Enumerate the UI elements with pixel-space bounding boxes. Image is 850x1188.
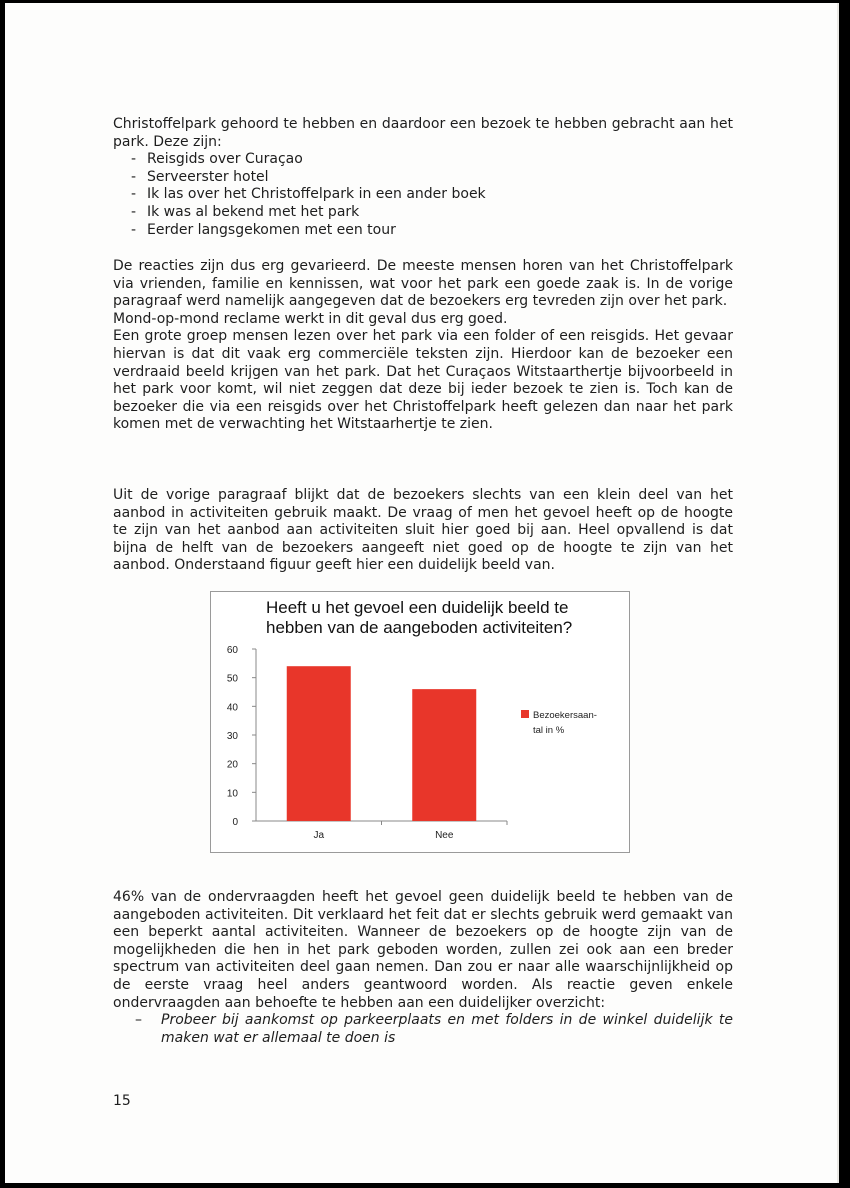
x-tick-label: Ja — [313, 830, 325, 841]
list-item: - Eerder langsgekomen met een tour — [113, 222, 733, 240]
legend-swatch — [521, 710, 529, 718]
y-tick-label: 60 — [226, 645, 238, 656]
suggestion-item: – Probeer bij aankomst op parkeerplaats en met folders in de winkel duidelijk te maken wat er allemaal te doen is — [113, 1012, 733, 1047]
document-page — [5, 3, 839, 1183]
chart-plot — [211, 592, 631, 854]
legend-label: tal in % — [533, 725, 565, 736]
y-tick-label: 0 — [232, 817, 238, 828]
page-number: 15 — [113, 1093, 131, 1109]
y-tick-label: 40 — [226, 702, 238, 714]
intro-block — [113, 116, 733, 239]
y-tick-label: 30 — [226, 731, 238, 742]
paragraph-text: Een grote groep mensen lezen over het park via een folder of een reisgids. Het gevaar hiervan is dat dit vaak erg commerciële teksten zijn. Hierdoor kan de bezoeker een verdraaid beeld krijgen van het park. Dat het Curaçaos Witstaarthertje bijvoorbeeld in het park voor komt, wil niet zeggen dat deze bij ieder bezoek te zien is. Toch kan de bezoeker die via een reisgids over het Christoffelpark heeft gelezen dan naar het park komen met de verwachting het Witstaarhertje te zien. — [113, 328, 733, 433]
y-tick-label: 50 — [226, 673, 238, 685]
chart-title: Heeft u het gevoel een duidelijk beeld te hebben van de aangeboden activiteiten? — [266, 598, 573, 637]
suggestion-list — [113, 1012, 733, 1047]
bar-chart — [210, 591, 630, 853]
list-item: - Ik was al bekend met het park — [113, 204, 733, 222]
paragraph-activities — [113, 487, 733, 575]
paragraph-text: 46% van de ondervraagden heeft het gevoel geen duidelijk beeld te hebben van de aangeboden activiteiten. Dit verklaard het feit dat er slechts gebruik werd gemaakt van een beperkt aantal activiteiten. Wanneer de bezoekers op de hoogte zijn van de mogelijkheden die hen in het park geboden worden, zullen zei ook aan een breder spectrum van activiteiten deel gaan nemen. Dan zou er naar alle waarschijnlijkheid op de eerste vraag heel anders geantwoord worden. Als reactie geven enkele ondervraagden aan behoefte te hebben aan een duidelijker overzicht: — [113, 889, 733, 1011]
paragraph-reactions — [113, 258, 733, 434]
list-item: - Ik las over het Christoffelpark in een ander boek — [113, 186, 733, 204]
x-tick-label: Nee — [435, 830, 454, 841]
paragraph-text: De reacties zijn dus erg gevarieerd. De meeste mensen horen van het Christoffelpark via vrienden, familie en kennissen, wat voor het park een goede zaak is. In de vorige paragraaf werd namelijk aangegeven dat de bezoekers erg tevreden zijn over het park. — [113, 258, 733, 310]
y-tick-label: 20 — [226, 759, 238, 771]
bar — [287, 666, 351, 821]
paragraph-conclusion — [113, 889, 733, 1047]
intro-text: Christoffelpark gehoord te hebben en daardoor een bezoek te hebben gebracht aan het park. Deze zijn: — [113, 116, 733, 150]
y-tick-label: 10 — [226, 788, 238, 800]
bar — [412, 689, 476, 821]
paragraph-text: Uit de vorige paragraaf blijkt dat de bezoekers slechts van een klein deel van het aanbod in activiteiten gebruik maakt. De vraag of men het gevoel heeft op de hoogte te zijn van het aanbod aan activiteiten sluit hier goed bij aan. Heel opvallend is dat bijna de helft van de bezoekers aangeeft niet goed op de hoogte te zijn van het aanbod. Onderstaand figuur geeft hier een duidelijk beeld van. — [113, 487, 733, 574]
list-item: - Reisgids over Curaçao — [113, 151, 733, 169]
source-list — [113, 151, 733, 239]
legend-label: Bezoekersaan- — [533, 710, 597, 721]
list-item: - Serveerster hotel — [113, 169, 733, 187]
paragraph-text: Mond-op-mond reclame werkt in dit geval dus erg goed. — [113, 310, 508, 327]
